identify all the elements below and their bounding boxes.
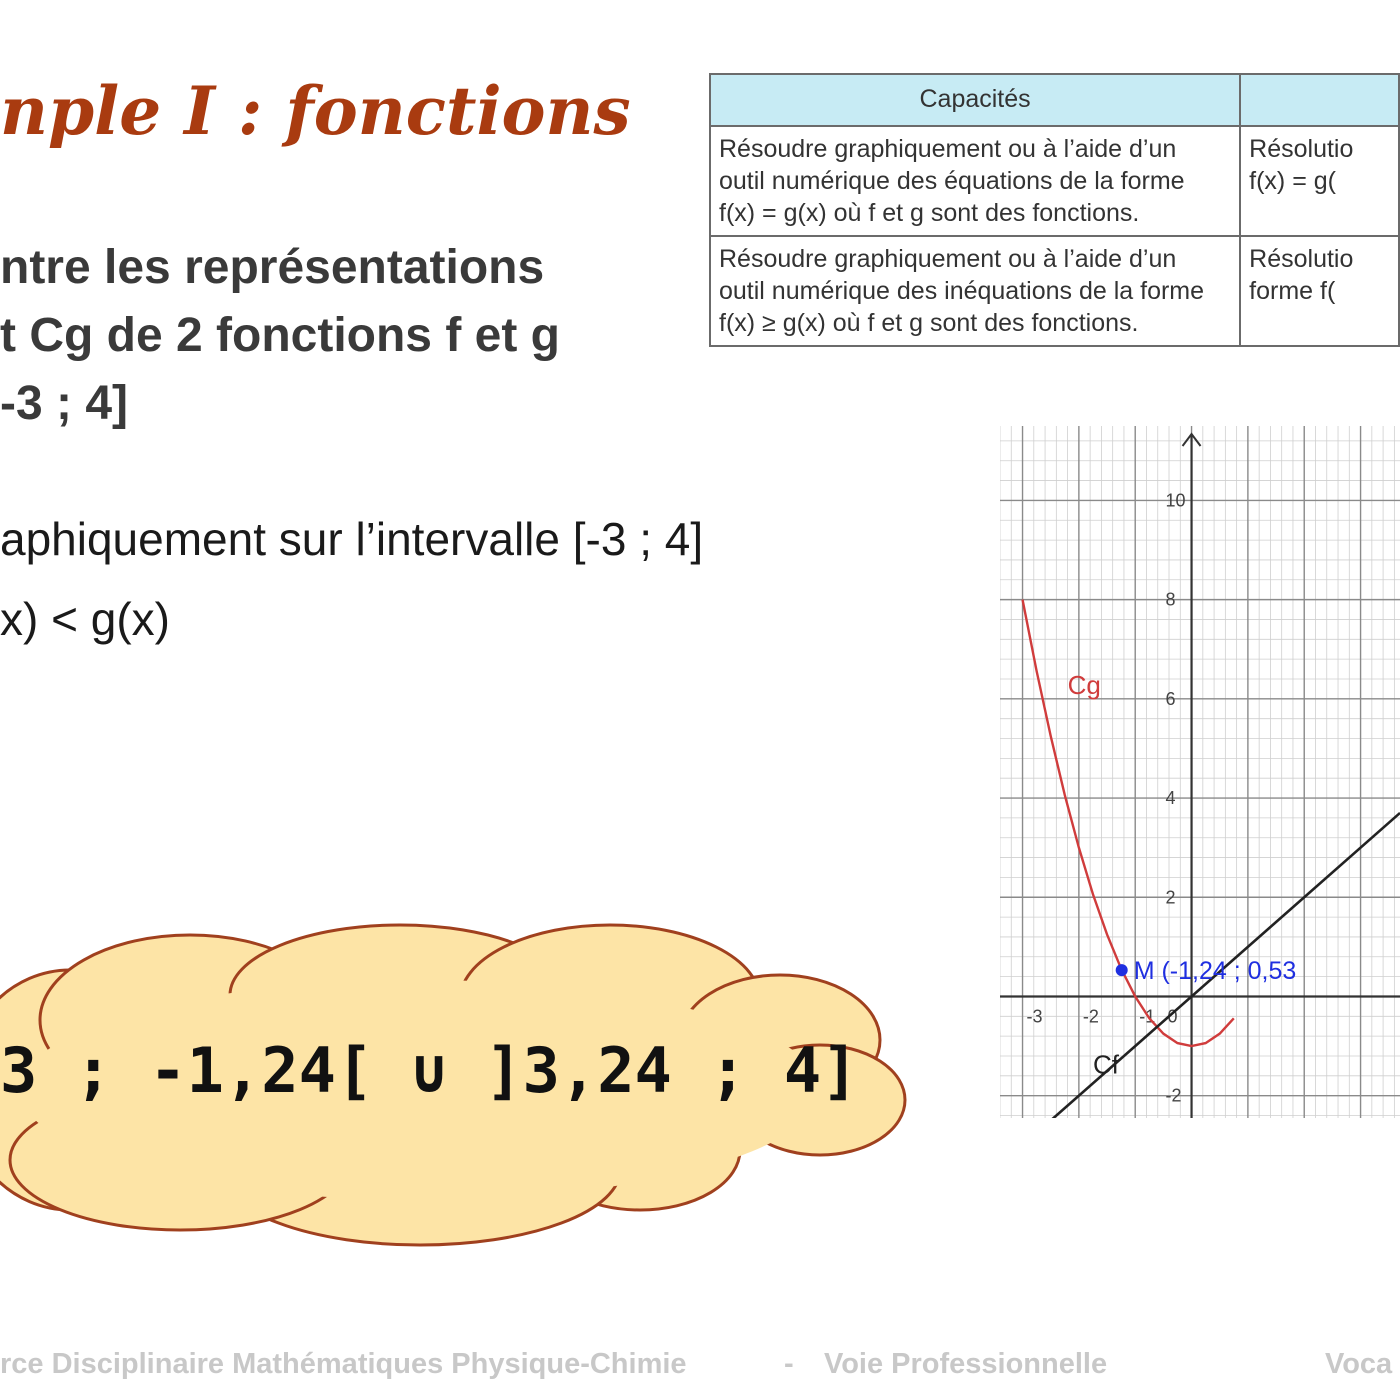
intro-line-2: t Cg de 2 fonctions f et g xyxy=(0,309,560,362)
table-cell-col2 xyxy=(1240,236,1399,346)
y-tick-label: 2 xyxy=(1165,887,1176,908)
header-capacites: Capacités xyxy=(710,74,1240,126)
cell-line: Résolutio xyxy=(1249,245,1354,273)
y-tick-label: 6 xyxy=(1165,688,1176,709)
slide-title: nple I : fonctions xyxy=(0,72,631,150)
table-row xyxy=(710,126,1399,236)
graph-points xyxy=(1116,957,1297,985)
header-col2 xyxy=(1240,74,1399,126)
cell-line: f(x) = g( xyxy=(1249,167,1336,195)
x-tick-label: -3 xyxy=(1026,1006,1043,1027)
intro-line-3: -3 ; 4] xyxy=(0,377,129,430)
cell-line: forme f( xyxy=(1249,277,1336,305)
x-tick-label: -2 xyxy=(1082,1006,1099,1027)
question-line-1: aphiquement sur l’intervalle [-3 ; 4] xyxy=(0,513,704,565)
capacites-table xyxy=(709,73,1400,347)
point-label: M (-1,24 ; 0,53 xyxy=(1133,957,1297,986)
answer-text: 3 ; -1,24[ ∪ ]3,24 ; 4] xyxy=(0,1034,859,1107)
cell-line: f(x) ≥ g(x) où f et g sont des fonctions. xyxy=(719,309,1139,337)
footer-middle: Voie Professionnelle xyxy=(824,1348,1108,1380)
x-tick-label: -1 xyxy=(1139,1006,1156,1027)
point-marker xyxy=(1116,964,1128,976)
y-tick-label: 4 xyxy=(1165,788,1176,809)
intro-line-1: ntre les représentations xyxy=(0,241,545,294)
table-cell-col2 xyxy=(1240,126,1399,236)
question-line-2: x) < g(x) xyxy=(0,593,170,645)
cell-line: Résoudre graphiquement ou à l’aide d’un xyxy=(719,245,1177,273)
footer-left: rce Disciplinaire Mathématiques Physique-Chimie xyxy=(0,1348,687,1380)
cell-line: f(x) = g(x) où f et g sont des fonctions. xyxy=(719,199,1140,227)
cell-line: Résoudre graphiquement ou à l’aide d’un xyxy=(719,135,1177,163)
cell-line: Résolutio xyxy=(1249,135,1354,163)
table-cell-capacite xyxy=(710,126,1240,236)
table-row xyxy=(710,236,1399,346)
table-cell-capacite xyxy=(710,236,1240,346)
table-header-row xyxy=(710,74,1399,126)
y-tick-label: -2 xyxy=(1165,1085,1182,1106)
series-label-cf: Cf xyxy=(1092,1049,1119,1080)
cell-line: outil numérique des équations de la forme xyxy=(719,167,1185,195)
footer-right: Voca xyxy=(1325,1348,1393,1380)
function-graph xyxy=(1000,426,1400,1118)
y-tick-label: 10 xyxy=(1165,490,1186,511)
cell-line: outil numérique des inéquations de la forme xyxy=(719,277,1205,305)
footer-separator: - xyxy=(784,1348,794,1380)
series-label-cg: Cg xyxy=(1067,669,1101,700)
y-tick-label: 8 xyxy=(1165,589,1176,610)
x-tick-label: 0 xyxy=(1167,1006,1178,1027)
